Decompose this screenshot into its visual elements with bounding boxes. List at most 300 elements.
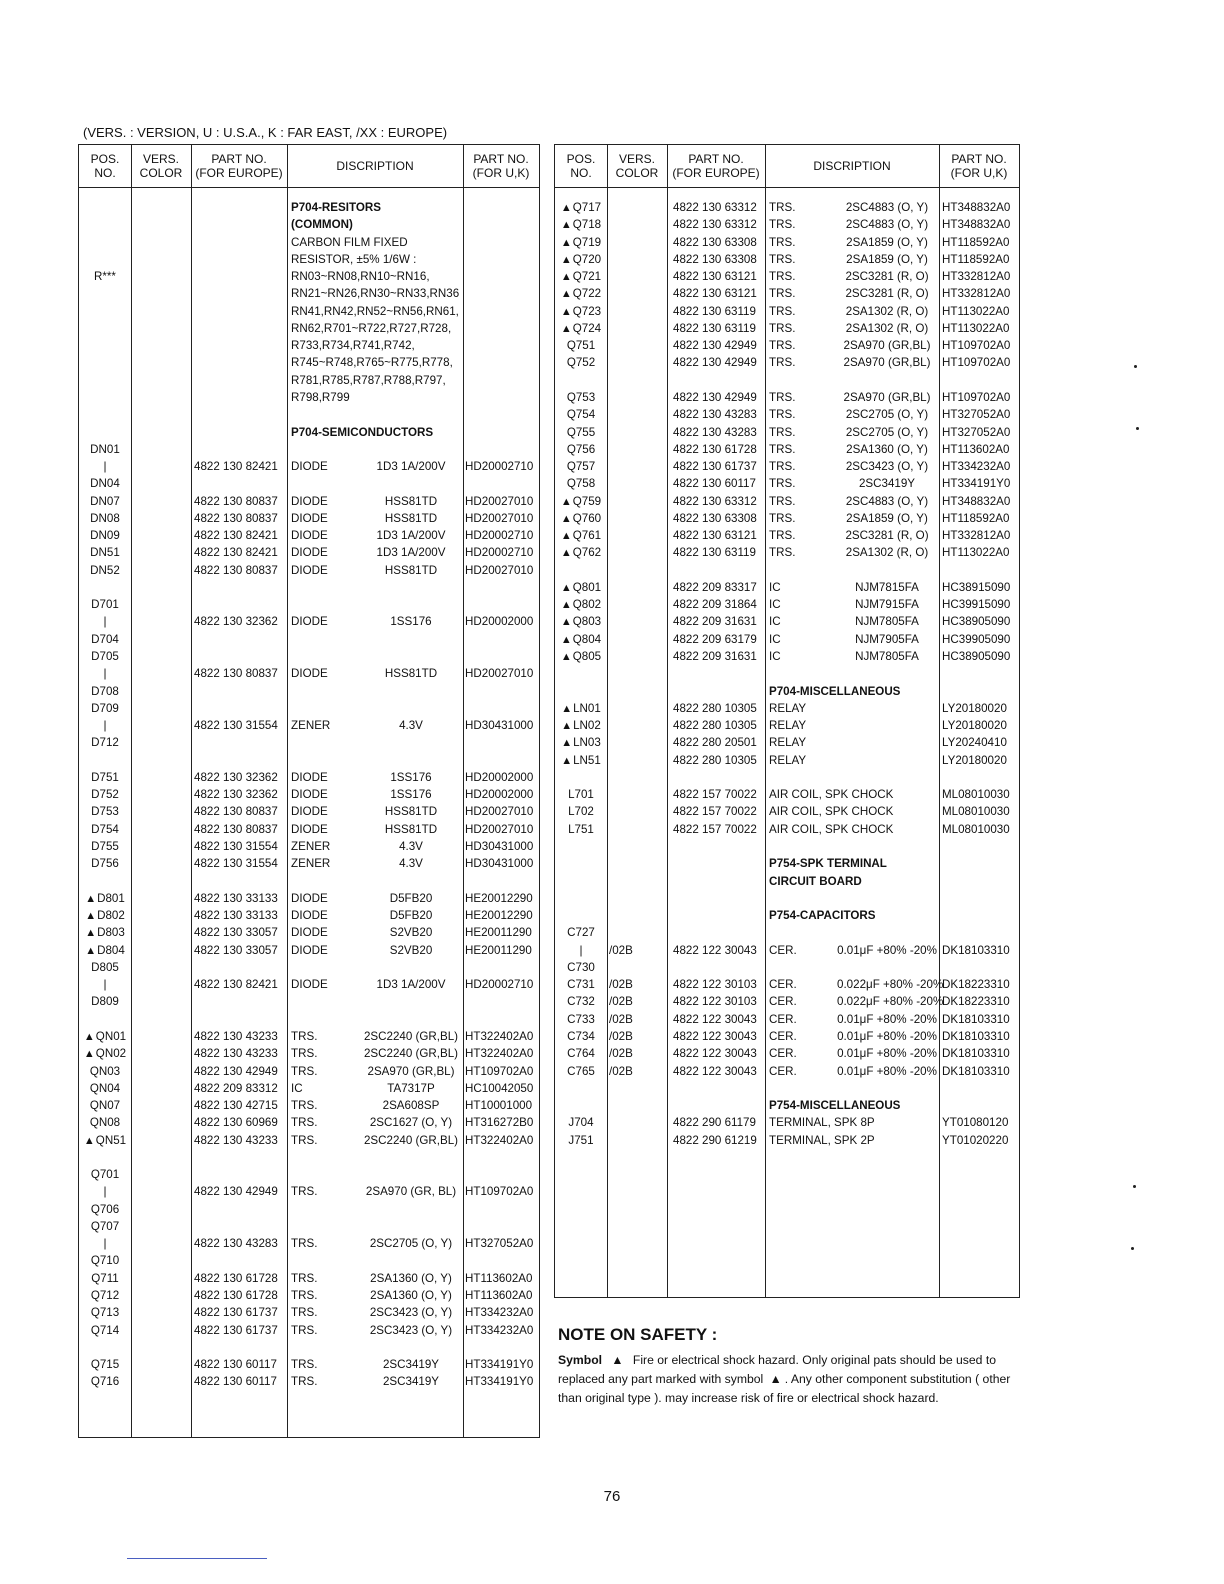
part-type: TRS. — [291, 1133, 318, 1147]
part-type: RELAY — [769, 736, 807, 750]
part-type: TRS. — [291, 1306, 318, 1320]
part-spec: HSS81TD — [384, 667, 438, 681]
part-number-europe: 4822 130 63119 — [673, 304, 756, 318]
warning-triangle-icon: ▲ — [560, 495, 572, 508]
position-number: ▲D804 — [85, 943, 125, 957]
part-number-europe: 4822 130 82421 — [194, 529, 278, 543]
position-number: DN52 — [90, 563, 120, 577]
part-number-uk: LY20180020 — [942, 701, 1007, 715]
table-row — [79, 285, 539, 302]
part-spec: 2SA1360 (O, Y) — [370, 1289, 452, 1302]
part-number-uk: HT113022A0 — [942, 321, 1010, 335]
part-number-uk: HT334191Y0 — [465, 1375, 534, 1389]
part-number-europe: 4822 130 61728 — [673, 442, 757, 456]
position-number: | — [103, 667, 107, 681]
position-number: QN04 — [89, 1081, 121, 1095]
table-row — [555, 475, 1019, 492]
table-row — [555, 493, 1019, 510]
part-type: TRS. — [291, 1099, 318, 1113]
table-row — [79, 199, 539, 216]
part-number-europe: 4822 130 32362 — [194, 615, 278, 629]
part-type: IC — [769, 650, 781, 664]
part-spec: 1SS176 — [390, 615, 432, 629]
part-number-europe: 4822 209 31631 — [673, 615, 757, 629]
part-number-uk: DK18223310 — [942, 978, 1010, 992]
position-number: | — [103, 460, 107, 474]
part-number-europe: 4822 130 33133 — [194, 909, 278, 923]
table-row — [555, 544, 1019, 561]
table-row — [555, 1132, 1019, 1149]
warning-triangle-icon: ▲ — [560, 322, 572, 335]
position-number: ▲Q805 — [560, 650, 602, 664]
part-type: TRS. — [291, 1047, 318, 1061]
part-number-europe: 4822 280 10305 — [673, 701, 757, 715]
position-number: DN51 — [90, 546, 120, 560]
position-number: L751 — [568, 822, 594, 836]
part-type: TRS. — [769, 201, 796, 214]
part-type: TRS. — [769, 460, 796, 474]
table-row — [555, 1045, 1019, 1062]
part-type: TRS. — [769, 270, 796, 284]
warning-triangle-icon: ▲ — [561, 754, 573, 767]
part-number-uk: HC38905090 — [942, 650, 1011, 664]
part-type: TRS. — [769, 218, 796, 232]
warning-triangle-icon: ▲ — [83, 1048, 95, 1061]
table-row — [555, 907, 1019, 924]
position-number: L701 — [568, 788, 594, 802]
part-spec: 2SC2240 (GR,BL) — [363, 1133, 459, 1147]
part-number-europe: 4822 209 63179 — [673, 632, 757, 646]
part-type: DIODE — [291, 805, 328, 819]
part-type: TRS. — [291, 1289, 318, 1302]
part-number-uk: HT118592A0 — [942, 511, 1010, 525]
warning-triangle-icon: ▲ — [85, 910, 97, 923]
position-number: ▲D801 — [85, 891, 125, 905]
version-color: /02B — [609, 978, 633, 992]
part-number-uk: HE20011290 — [465, 926, 532, 940]
table-row — [79, 1270, 539, 1287]
safety-note-text-1: Fire or electrical shock hazard. Only original pats should be used to replaced any part marked with symbol — [558, 1353, 996, 1386]
position-number: Q713 — [90, 1306, 120, 1320]
part-number-europe: 4822 280 10305 — [673, 719, 757, 733]
warning-triangle-icon: ▲ — [560, 236, 572, 249]
table-row — [79, 596, 539, 613]
position-number: DN08 — [90, 511, 120, 525]
position-number: ▲Q760 — [560, 511, 602, 525]
part-type: TRS. — [291, 1237, 318, 1251]
part-number-uk: HT334191Y0 — [942, 477, 1011, 491]
part-spec: 2SC4883 (O, Y) — [845, 201, 929, 214]
part-number-europe: 4822 130 61737 — [194, 1323, 278, 1337]
part-spec: S2VB20 — [389, 926, 433, 940]
table-row — [555, 596, 1019, 613]
part-number-europe: 4822 130 63308 — [673, 252, 757, 266]
part-number-europe: 4822 130 60117 — [194, 1375, 277, 1389]
header-partno-europe: PART NO. (FOR EUROPE) — [672, 152, 760, 180]
position-number: Q715 — [90, 1358, 120, 1372]
part-number-europe: 4822 130 42715 — [194, 1099, 278, 1113]
table-row — [79, 942, 539, 959]
part-number-uk: DK18103310 — [942, 1064, 1010, 1078]
part-type: IC — [769, 615, 781, 629]
description: AIR COIL, SPK CHOCK — [769, 788, 894, 802]
part-number-uk: HD20002000 — [465, 770, 534, 784]
part-spec: D5FB20 — [389, 909, 433, 923]
part-number-uk: ML08010030 — [942, 822, 1010, 836]
table-row — [79, 1322, 539, 1339]
position-number: D709 — [91, 701, 119, 715]
part-spec: 1SS176 — [390, 788, 432, 802]
part-number-europe: 4822 130 42949 — [194, 1064, 278, 1078]
part-number-uk: HD30431000 — [465, 839, 534, 853]
table-row — [555, 441, 1019, 458]
part-spec: 0.01μF +80% -20% — [837, 1064, 937, 1078]
part-number-europe: 4822 122 30043 — [673, 1064, 757, 1078]
part-type: DIODE — [291, 770, 328, 784]
position-number: Q758 — [566, 477, 596, 491]
warning-triangle-icon: ▲ — [83, 1134, 95, 1147]
warning-triangle-icon: ▲ — [560, 547, 572, 560]
table-row — [79, 665, 539, 682]
table-row — [555, 337, 1019, 354]
position-number: Q752 — [566, 356, 596, 370]
part-number-europe: 4822 130 61728 — [194, 1289, 278, 1302]
table-row — [79, 700, 539, 717]
position-number: DN09 — [90, 529, 120, 543]
table-row — [79, 1045, 539, 1062]
part-number-uk: DK18103310 — [942, 1012, 1010, 1026]
part-number-uk: HT113602A0 — [465, 1289, 533, 1302]
part-spec: S2VB20 — [389, 943, 433, 957]
scan-dot — [1133, 1185, 1136, 1188]
part-type: TRS. — [769, 425, 796, 439]
warning-triangle-icon: ▲ — [560, 616, 572, 629]
position-number: | — [103, 719, 107, 733]
header-description: DISCRIPTION — [336, 159, 414, 173]
table-row — [79, 838, 539, 855]
part-number-uk: LY20180020 — [942, 719, 1007, 733]
part-spec: 1D3 1A/200V — [376, 460, 446, 474]
part-type: DIODE — [291, 615, 328, 629]
part-type: TRS. — [769, 287, 796, 301]
part-spec: 0.022μF +80% -20% — [837, 978, 944, 992]
part-spec: 2SA1302 (R, O) — [845, 546, 929, 560]
table-row — [555, 510, 1019, 527]
table-row — [79, 216, 539, 233]
part-number-uk: HC38905090 — [942, 615, 1011, 629]
part-number-uk: HC39905090 — [942, 632, 1011, 646]
position-number: Q754 — [566, 408, 596, 422]
part-type: TRS. — [769, 339, 796, 353]
part-number-uk: LY20180020 — [942, 753, 1007, 767]
part-number-europe: 4822 122 30103 — [673, 995, 757, 1009]
part-number-europe: 4822 122 30043 — [673, 1047, 757, 1061]
part-spec: 2SA970 (GR, BL) — [365, 1185, 457, 1199]
position-number: D809 — [91, 995, 119, 1009]
description: RN62,R701~R722,R727,R728, — [291, 321, 452, 335]
part-type: TRS. — [291, 1064, 318, 1078]
table-row — [79, 683, 539, 700]
part-number-uk: HT118592A0 — [942, 252, 1010, 266]
part-type: DIODE — [291, 891, 328, 905]
part-number-europe: 4822 290 61219 — [673, 1133, 757, 1147]
warning-triangle-icon: ▲ — [611, 1353, 624, 1367]
part-number-uk: HT348832A0 — [942, 218, 1011, 232]
warning-triangle-icon: ▲ — [560, 288, 572, 301]
table-row — [555, 752, 1019, 769]
table-row — [555, 613, 1019, 630]
table-row — [79, 1235, 539, 1252]
part-type: TRS. — [291, 1271, 318, 1285]
part-number-uk: HD20027010 — [465, 563, 534, 577]
table-row — [555, 251, 1019, 268]
table-row — [555, 406, 1019, 423]
part-spec: 4.3V — [399, 839, 423, 853]
part-spec: 1SS176 — [390, 770, 432, 784]
part-number-europe: 4822 130 43283 — [194, 1237, 278, 1251]
part-number-uk: HD20002000 — [465, 788, 534, 802]
part-number-europe: 4822 130 80837 — [194, 667, 278, 681]
part-number-europe: 4822 122 30043 — [673, 943, 757, 957]
table-row — [79, 613, 539, 630]
part-spec: HSS81TD — [384, 511, 438, 525]
header-partno-uk: PART NO. (FOR U,K) — [950, 152, 1008, 180]
table-row — [79, 976, 539, 993]
position-number: ▲Q723 — [560, 304, 602, 318]
part-number-uk: HT109702A0 — [942, 339, 1011, 353]
warning-triangle-icon: ▲ — [560, 305, 572, 318]
part-number-europe: 4822 157 70022 — [673, 788, 757, 802]
table-row — [79, 527, 539, 544]
table-row — [79, 1028, 539, 1045]
description: CARBON FILM FIXED — [291, 235, 408, 249]
part-number-europe: 4822 130 63312 — [673, 494, 757, 508]
table-row — [555, 1114, 1019, 1131]
parts-table-left — [78, 144, 540, 1438]
part-number-uk: DK18223310 — [942, 995, 1010, 1009]
table-row — [79, 475, 539, 492]
table-row — [555, 234, 1019, 251]
part-number-europe: 4822 209 31864 — [673, 598, 757, 612]
part-number-uk: HC38915090 — [942, 580, 1011, 594]
part-type: IC — [769, 632, 781, 646]
part-spec: NJM7805FA — [855, 615, 919, 629]
warning-triangle-icon: ▲ — [85, 944, 97, 957]
part-spec: 0.01μF +80% -20% — [837, 1012, 937, 1026]
part-spec: 2SA970 (GR,BL) — [843, 339, 931, 353]
table-row — [555, 803, 1019, 820]
description: P704-RESITORS — [291, 201, 381, 214]
part-number-uk: HD20027010 — [465, 822, 534, 836]
part-number-europe: 4822 130 82421 — [194, 460, 278, 474]
part-type: TRS. — [291, 1358, 318, 1372]
position-number: ▲LN03 — [561, 736, 601, 750]
position-number: Q707 — [90, 1219, 120, 1233]
table-row — [555, 1011, 1019, 1028]
position-number: Q712 — [90, 1289, 120, 1302]
part-type: DIODE — [291, 529, 328, 543]
part-number-europe: 4822 130 60117 — [673, 477, 756, 491]
position-number: ▲QN51 — [83, 1133, 127, 1147]
part-number-uk: YT01080120 — [942, 1116, 1009, 1130]
position-number: ▲LN51 — [561, 753, 601, 767]
part-number-uk: HT322402A0 — [465, 1133, 534, 1147]
position-number: C733 — [567, 1012, 595, 1026]
part-type: TRS. — [291, 1323, 318, 1337]
part-spec: 2SC3423 (O, Y) — [845, 460, 929, 474]
version-color: /02B — [609, 1064, 633, 1078]
part-number-uk: HT327052A0 — [942, 425, 1011, 439]
part-number-europe: 4822 130 63121 — [673, 287, 757, 301]
part-number-europe: 4822 209 83312 — [194, 1081, 278, 1095]
part-type: CER. — [769, 1047, 797, 1061]
position-number: C730 — [567, 960, 595, 974]
part-spec: 2SA1360 (O, Y) — [846, 442, 928, 456]
header-partno-europe: PART NO. (FOR EUROPE) — [195, 152, 283, 180]
description: R781,R785,R787,R788,R797, — [291, 373, 446, 387]
version-legend: (VERS. : VERSION, U : U.S.A., K : FAR EAST, /XX : EUROPE) — [83, 125, 448, 140]
part-number-europe: 4822 130 60969 — [194, 1116, 278, 1130]
part-spec: D5FB20 — [389, 891, 433, 905]
position-number: DN04 — [90, 477, 120, 491]
part-spec: 0.022μF +80% -20% — [837, 995, 944, 1009]
part-type: TRS. — [769, 494, 796, 508]
position-number: Q706 — [90, 1202, 120, 1216]
table-row — [555, 1097, 1019, 1114]
table-row — [555, 959, 1019, 976]
table-row — [555, 579, 1019, 596]
table-row — [79, 441, 539, 458]
table-row — [555, 389, 1019, 406]
table-row — [79, 769, 539, 786]
part-type: CER. — [769, 978, 797, 992]
part-type: DIODE — [291, 494, 328, 508]
part-type: TRS. — [769, 252, 796, 266]
part-number-uk: HT334191Y0 — [465, 1358, 534, 1372]
description: RN41,RN42,RN52~RN56,RN61, — [291, 304, 459, 318]
part-spec: TA7317P — [387, 1081, 435, 1095]
part-type: IC — [291, 1081, 303, 1095]
table-row — [79, 493, 539, 510]
position-number: ▲Q759 — [560, 494, 602, 508]
description: R745~R748,R765~R775,R778, — [291, 356, 453, 370]
part-spec: 2SC2240 (GR,BL) — [363, 1047, 459, 1061]
part-number-uk: YT01020220 — [942, 1133, 1009, 1147]
part-number-europe: 4822 130 42949 — [673, 339, 757, 353]
part-number-europe: 4822 122 30043 — [673, 1012, 757, 1026]
part-number-uk: HC10042050 — [465, 1081, 534, 1095]
table-row — [555, 354, 1019, 371]
part-type: DIODE — [291, 788, 328, 802]
part-number-uk: HT332812A0 — [942, 287, 1011, 301]
part-spec: 1D3 1A/200V — [376, 529, 446, 543]
part-type: IC — [769, 580, 781, 594]
part-number-europe: 4822 130 63121 — [673, 529, 757, 543]
position-number: J704 — [568, 1116, 594, 1130]
table-row — [555, 734, 1019, 751]
part-spec: 2SC4883 (O, Y) — [845, 494, 929, 508]
part-number-uk: HD20002710 — [465, 546, 534, 560]
table-row — [79, 1287, 539, 1304]
position-number: D754 — [91, 822, 119, 836]
position-number: QN03 — [89, 1064, 121, 1078]
part-type: RELAY — [769, 719, 807, 733]
description: P754-CAPACITORS — [769, 909, 876, 923]
table-row — [79, 855, 539, 872]
part-number-uk: DK18103310 — [942, 943, 1010, 957]
position-number: DN07 — [90, 494, 120, 508]
part-number-europe: 4822 130 63312 — [673, 201, 757, 214]
part-spec: 2SA970 (GR,BL) — [367, 1064, 455, 1078]
part-spec: 2SA1302 (R, O) — [845, 304, 929, 318]
table-row — [79, 1183, 539, 1200]
part-number-europe: 4822 157 70022 — [673, 822, 757, 836]
position-number: QN07 — [89, 1099, 121, 1113]
part-number-europe: 4822 130 82421 — [194, 978, 278, 992]
table-row — [79, 424, 539, 441]
part-type: DIODE — [291, 563, 328, 577]
position-number: D708 — [91, 684, 119, 698]
position-number: ▲Q722 — [560, 287, 602, 301]
position-number: ▲LN02 — [561, 719, 601, 733]
part-number-uk: HD20002710 — [465, 460, 534, 474]
table-row — [79, 631, 539, 648]
part-number-uk: HT113022A0 — [942, 546, 1010, 560]
part-number-uk: HT332812A0 — [942, 270, 1011, 284]
position-number: ▲LN01 — [561, 701, 601, 715]
part-type: DIODE — [291, 943, 328, 957]
table-row — [79, 993, 539, 1010]
table-row — [79, 1356, 539, 1373]
position-number: J751 — [568, 1133, 594, 1147]
description: R798,R799 — [291, 390, 350, 404]
part-type: CER. — [769, 1029, 797, 1043]
part-type: CER. — [769, 1064, 797, 1078]
part-number-uk: HT316272B0 — [465, 1116, 534, 1130]
part-spec: 2SA1360 (O, Y) — [370, 1271, 452, 1285]
part-type: DIODE — [291, 822, 328, 836]
position-number: L702 — [568, 805, 594, 819]
part-number-uk: HT113022A0 — [942, 304, 1010, 318]
part-type: CER. — [769, 995, 797, 1009]
part-number-europe: 4822 130 33057 — [194, 926, 278, 940]
part-spec: NJM7905FA — [855, 632, 919, 646]
part-spec: HSS81TD — [384, 805, 438, 819]
part-number-europe: 4822 122 30103 — [673, 978, 757, 992]
table-row — [79, 717, 539, 734]
part-number-europe: 4822 130 31554 — [194, 839, 278, 853]
part-type: DIODE — [291, 978, 328, 992]
position-number: Q711 — [91, 1271, 119, 1285]
part-number-europe: 4822 130 63308 — [673, 235, 757, 249]
table-row — [79, 1304, 539, 1321]
warning-triangle-icon: ▲ — [560, 271, 572, 284]
table-row — [79, 1373, 539, 1390]
part-type: TRS. — [291, 1375, 318, 1389]
part-number-uk: HT10001000 — [465, 1099, 533, 1113]
part-type: CER. — [769, 943, 797, 957]
position-number: ▲Q801 — [560, 580, 602, 594]
part-number-uk: HT322402A0 — [465, 1029, 534, 1043]
table-header-right — [555, 145, 1019, 188]
position-number: ▲QN01 — [83, 1029, 127, 1043]
warning-triangle-icon: ▲ — [561, 737, 573, 750]
position-number: ▲QN02 — [83, 1047, 127, 1061]
part-number-uk: LY20240410 — [942, 736, 1007, 750]
position-number: | — [103, 1237, 107, 1251]
version-color: /02B — [609, 1047, 633, 1061]
part-number-uk: HE20012290 — [465, 909, 533, 923]
